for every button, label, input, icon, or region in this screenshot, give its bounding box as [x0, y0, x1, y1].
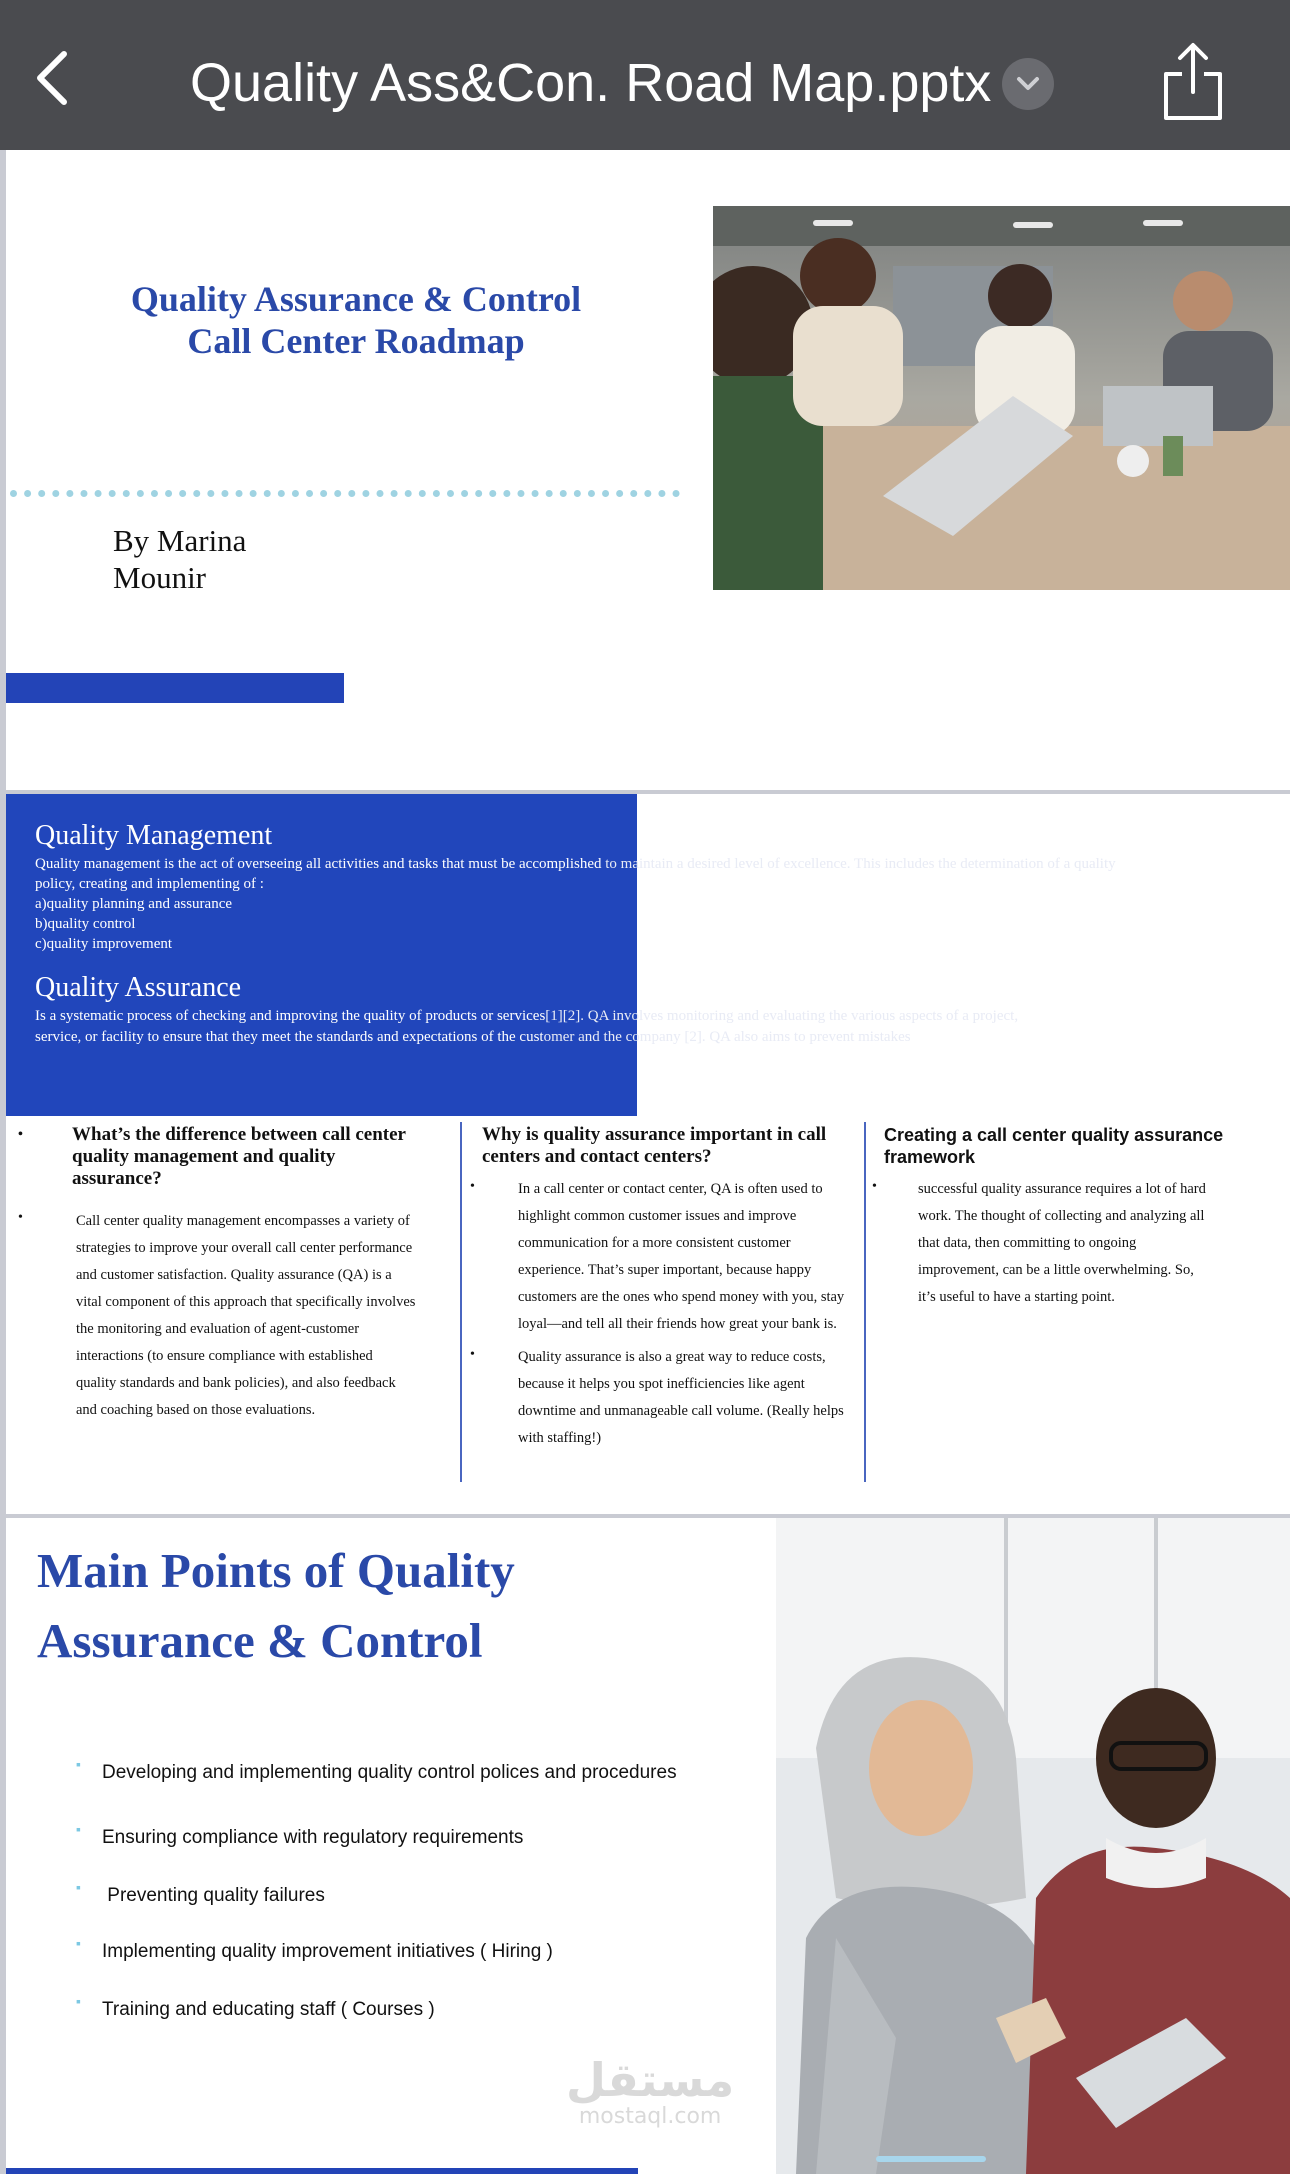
- qa-line2-part: service, or facility to ensure that they meet the standards and expectations of the cust: [35, 1029, 544, 1045]
- colleagues-photo: [776, 1518, 1290, 2174]
- bullet-icon: ▪: [76, 1935, 81, 1951]
- column-importance: [470, 1124, 852, 1452]
- qa-line2-part: omer and the company [2]. QA also aims to prevent mistakes: [543, 1029, 911, 1045]
- qm-line1-part: to maintain a desired level of excellence. This includes the determination of a quality: [601, 856, 1116, 872]
- accent-bar: [6, 2168, 638, 2174]
- author-line: Mounir: [113, 560, 206, 595]
- chevron-down-icon[interactable]: [1002, 58, 1054, 110]
- qa-text-line: [35, 1027, 911, 1047]
- qm-text-line: [35, 854, 1116, 874]
- list-item: [76, 1993, 435, 2021]
- bullet: •: [18, 1210, 23, 1225]
- title-line: Main Points of Quality: [37, 1543, 515, 1598]
- bullet-icon: ▪: [76, 1821, 81, 1837]
- watermark: [566, 2053, 735, 2129]
- qa-line1-part: Is a systematic process of checking and improving the quality of products or services: [35, 1008, 546, 1024]
- bullet: •: [872, 1179, 877, 1194]
- bullet: •: [18, 1127, 23, 1142]
- list-item-text: Developing and implementing quality control polices and procedures: [102, 1762, 677, 1783]
- watermark-url: mostaql.com: [578, 2104, 722, 2129]
- column-divider: [460, 1122, 462, 1482]
- qa-text-line: [35, 1006, 1018, 1026]
- column-heading: Creating a call center quality assurance framework: [884, 1125, 1224, 1167]
- bullet: •: [470, 1179, 475, 1194]
- slide-title: [37, 1536, 597, 1676]
- column-body-text: In a call center or contact center, QA is often used to highlight common customer issues and improve communication for a more consistent customer experience. That’s super important, because happy customers are the ones who spend money with you, stay loyal—and tell all their friends how great your bank is.: [518, 1181, 845, 1332]
- bullet-icon: ▪: [76, 1993, 81, 2009]
- title-line: Call Center Roadmap: [187, 321, 525, 361]
- dotted-divider: [10, 490, 680, 497]
- qm-text-line: policy, creating and implementing of :: [35, 876, 264, 892]
- share-icon[interactable]: [1160, 42, 1226, 122]
- qa-line1-part: [1][2]. QA involves monitoring and evaluating the various aspects of a project,: [545, 1008, 1019, 1024]
- quality-assurance-heading: Quality Assurance: [35, 972, 242, 1003]
- column-heading-text: What’s the difference between call center quality management and quality assurance?: [72, 1124, 406, 1189]
- list-item-text: Implementing quality improvement initiatives ( Hiring ): [102, 1941, 553, 1962]
- quality-management-heading: Quality Management: [35, 820, 273, 851]
- qm-item: c)quality improvement: [35, 936, 173, 952]
- list-item: [76, 1935, 553, 1963]
- column-heading: Why is quality assurance important in call centers and contact centers?: [482, 1124, 827, 1167]
- column-body: [18, 1208, 416, 1424]
- list-item-text: Ensuring compliance with regulatory requirements: [102, 1827, 524, 1848]
- column-heading: [18, 1124, 426, 1190]
- document-title[interactable]: Quality Ass&Con. Road Map.pptx: [190, 53, 992, 113]
- column-body: [872, 1176, 1208, 1311]
- list-item: [76, 1821, 524, 1849]
- slide-2: [6, 794, 1290, 1514]
- column-body: [470, 1344, 858, 1452]
- title-line: Quality Assurance & Control: [130, 279, 582, 319]
- column-body-text: Call center quality management encompasses a variety of strategies to improve your overall call center performance and customer satisfaction. Quality assurance (QA) is a vital component of this approach that specifically involves the monitoring and evaluation of agent-customer interactions (to ensure compliance with established quality standards and bank policies), and also feedback and coaching based on those evaluations.: [76, 1213, 416, 1418]
- author: [113, 522, 313, 596]
- title-line: Assurance & Control: [37, 1613, 483, 1668]
- column-divider: [864, 1122, 866, 1482]
- column-body-text: successful quality assurance requires a lot of hard work. The thought of collecting and analyzing all that data, then committing to ongoing improvement, can be a little overwhelming. So, it’s useful to have a starting point.: [918, 1181, 1206, 1305]
- slide-3: [6, 1518, 1290, 2174]
- watermark-arabic: مستقل: [566, 2053, 735, 2107]
- list-item: [76, 1756, 677, 1784]
- bullet-icon: ▪: [76, 1879, 81, 1895]
- author-line: By Marina: [113, 523, 247, 558]
- bullet-icon: ▪: [76, 1756, 81, 1772]
- list-item-text: Preventing quality failures: [102, 1885, 325, 1906]
- slide-title: [86, 278, 626, 362]
- qm-line1-part: Quality management is the act of overseeing all activities and tasks that must be accomplished: [35, 856, 602, 872]
- bullet: •: [470, 1347, 475, 1362]
- column-body: [470, 1176, 858, 1338]
- meeting-photo: [713, 206, 1290, 590]
- qm-item: b)quality control: [35, 916, 136, 932]
- column-framework: [872, 1124, 1224, 1311]
- slide-1: [6, 150, 1290, 790]
- accent-bar: [6, 673, 344, 703]
- list-item-text: Training and educating staff ( Courses ): [102, 1999, 435, 2020]
- back-chevron-icon[interactable]: [30, 48, 90, 108]
- list-item: [76, 1879, 325, 1907]
- column-body-text: Quality assurance is also a great way to reduce costs, because it helps you spot inefficiencies like agent downtime and unmanageable call volume. (Really helps with staffing!): [518, 1349, 844, 1446]
- column-difference: [18, 1124, 426, 1424]
- qm-item: a)quality planning and assurance: [35, 896, 233, 912]
